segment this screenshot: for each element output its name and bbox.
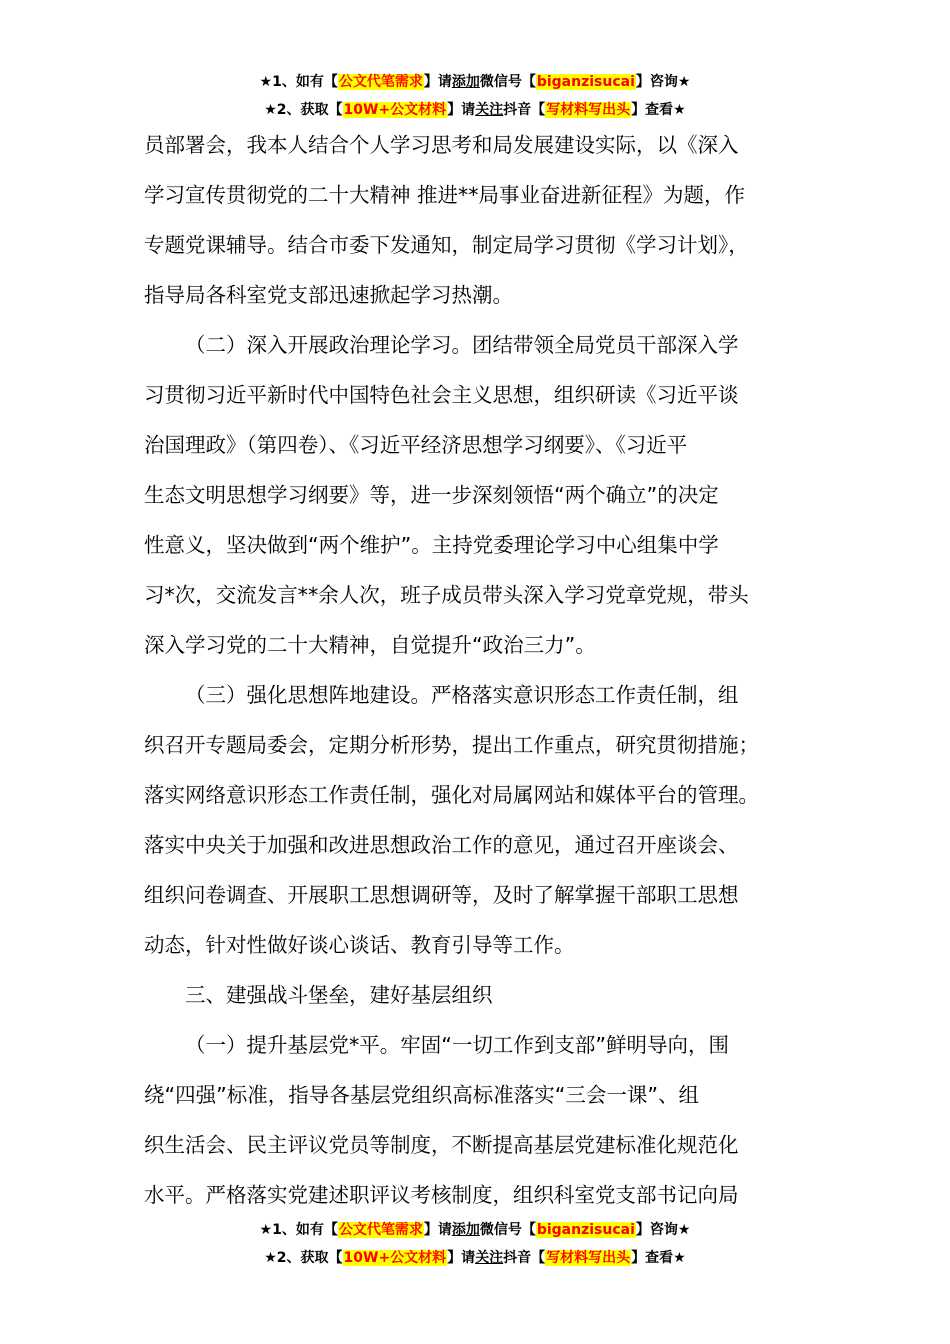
banner-text: 】请 bbox=[447, 1250, 476, 1266]
body-line: 专题党课辅导。结合市委下发通知，制定局学习贯彻《学习计划》， bbox=[144, 233, 749, 257]
banner-line-1 bbox=[0, 68, 950, 96]
banner-highlight: 写材料写出头 bbox=[546, 1250, 631, 1266]
banner-highlight: 公文代笔需求 bbox=[338, 74, 423, 90]
banner-highlight: biganzisucai bbox=[536, 74, 635, 90]
body-line: 生态文明思想学习纲要》等，进一步深刻领悟“两个确立”的决定 bbox=[144, 483, 719, 507]
body-line: 学习宣传贯彻党的二十大精神 推进**局事业奋进新征程》为题，作 bbox=[144, 183, 746, 207]
banner-text: ★1、如有【 bbox=[259, 74, 338, 90]
banner-highlight: 写材料写出头 bbox=[546, 102, 631, 118]
body-line: 组织问卷调查、开展职工思想调研等，及时了解掌握干部职工思想 bbox=[144, 883, 739, 907]
body-line: 落实中央关于加强和改进思想政治工作的意见，通过召开座谈会、 bbox=[144, 833, 739, 857]
banner-text: ★2、获取【 bbox=[264, 102, 343, 118]
body-line: 水平。严格落实党建述职评议考核制度，组织科室党支部书记向局 bbox=[144, 1183, 739, 1207]
body-line: 治国理政》（第四卷）、《习近平经济思想学习纲要》、《习近平 bbox=[144, 433, 688, 457]
banner-text: 】请 bbox=[423, 1222, 452, 1238]
banner-text: 】请 bbox=[423, 74, 452, 90]
body-line: 织生活会、民主评议党员等制度，不断提高基层党建标准化规范化 bbox=[144, 1133, 739, 1157]
banner-text: 】请 bbox=[447, 102, 476, 118]
body-line: 深入学习党的二十大精神，自觉提升“政治三力”。 bbox=[144, 633, 596, 657]
banner-text: 抖音【 bbox=[503, 1250, 546, 1266]
body-line: 习*次，交流发言**余人次，班子成员带头深入学习党章党规，带头 bbox=[144, 583, 749, 607]
body-line: 织召开专题局委会，定期分析形势，提出工作重点，研究贯彻措施； bbox=[144, 733, 759, 757]
body-line: 绕“四强”标准，指导各基层党组织高标准落实“三会一课”、组 bbox=[144, 1083, 699, 1107]
body-line: 落实网络意识形态工作责任制，强化对局属网站和媒体平台的管理。 bbox=[144, 783, 759, 807]
body-line: 习贯彻习近平新时代中国特色社会主义思想，组织研读《习近平谈 bbox=[144, 383, 739, 407]
banner-highlight: 10W+公文材料 bbox=[343, 1250, 447, 1266]
banner-line-2 bbox=[0, 1244, 950, 1272]
banner-text: 】咨询★ bbox=[635, 74, 691, 90]
section-heading: 三、建强战斗堡垒，建好基层组织 bbox=[185, 983, 493, 1007]
banner-text: 抖音【 bbox=[503, 102, 546, 118]
body-line: （三）强化思想阵地建设。严格落实意识形态工作责任制，组 bbox=[185, 683, 739, 707]
banner-underline: 添加 bbox=[451, 1222, 480, 1238]
banner-highlight: biganzisucai bbox=[536, 1222, 635, 1238]
banner-text: 】咨询★ bbox=[635, 1222, 691, 1238]
banner-underline: 关注 bbox=[475, 102, 504, 118]
body-line: 性意义，坚决做到“两个维护”。主持党委理论学习中心组集中学 bbox=[144, 533, 719, 557]
banner-highlight: 10W+公文材料 bbox=[343, 102, 447, 118]
banner-underline: 关注 bbox=[475, 1250, 504, 1266]
body-line: 员部署会，我本人结合个人学习思考和局发展建设实际，以《深入 bbox=[144, 133, 739, 157]
banner-text: ★2、获取【 bbox=[264, 1250, 343, 1266]
banner-highlight: 公文代笔需求 bbox=[338, 1222, 423, 1238]
body-line: （一）提升基层党*平。牢固“一切工作到支部”鲜明导向，围 bbox=[185, 1033, 729, 1057]
document-body bbox=[144, 120, 830, 1220]
banner-underline: 添加 bbox=[451, 74, 480, 90]
body-line: （二）深入开展政治理论学习。团结带领全局党员干部深入学 bbox=[185, 333, 739, 357]
banner-text: 微信号【 bbox=[479, 74, 536, 90]
banner-line-1 bbox=[0, 1216, 950, 1244]
body-line: 指导局各科室党支部迅速掀起学习热潮。 bbox=[144, 283, 513, 307]
banner-text: 微信号【 bbox=[479, 1222, 536, 1238]
banner-text: ★1、如有【 bbox=[259, 1222, 338, 1238]
bottom-banner bbox=[0, 1216, 950, 1272]
banner-text: 】查看★ bbox=[631, 102, 686, 118]
body-line: 动态，针对性做好谈心谈话、教育引导等工作。 bbox=[144, 933, 575, 957]
top-banner bbox=[0, 68, 950, 124]
banner-text: 】查看★ bbox=[631, 1250, 686, 1266]
